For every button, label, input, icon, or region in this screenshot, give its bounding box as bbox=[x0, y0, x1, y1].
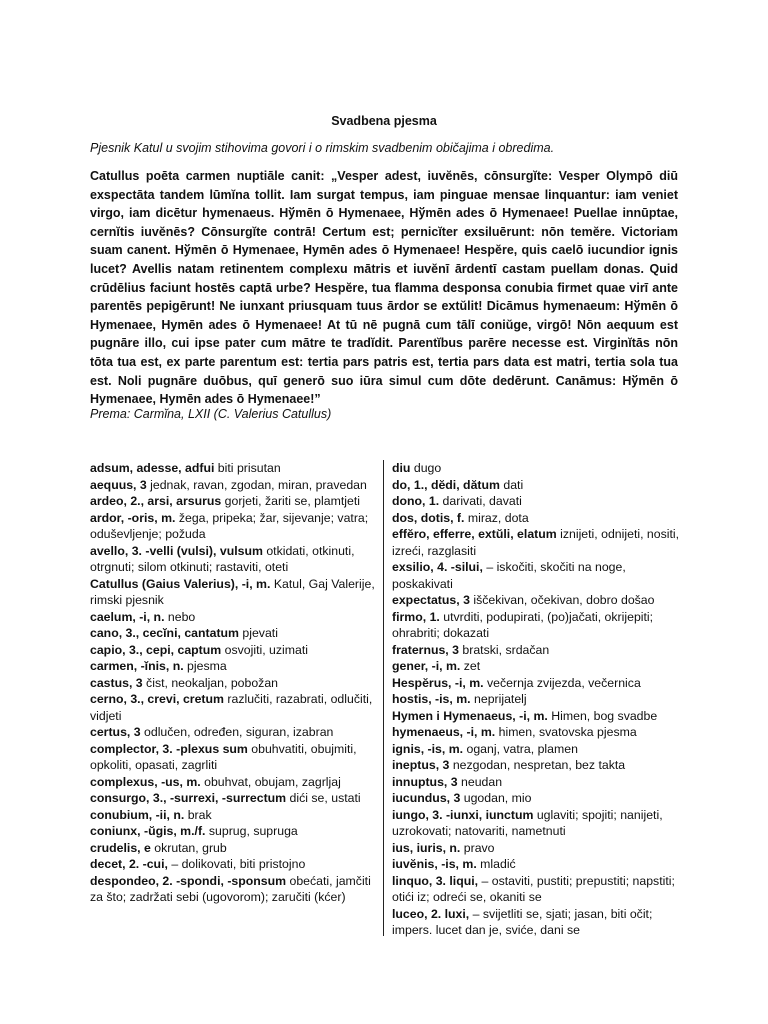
glossary-definition: oganj, vatra, plamen bbox=[463, 741, 578, 756]
glossary-term: do, 1., dĕdi, dătum bbox=[392, 477, 500, 492]
glossary-term: coniunx, -ŭgis, m./f. bbox=[90, 824, 206, 838]
glossary-term: Catullus (Gaius Valerius), -i, m. bbox=[90, 576, 271, 591]
glossary-entry bbox=[392, 493, 680, 510]
glossary-definition: odlučen, određen, siguran, izabran bbox=[140, 725, 334, 739]
glossary-term: ardeo, 2., arsi, arsurus bbox=[90, 494, 222, 508]
glossary-entry bbox=[392, 691, 680, 708]
glossary-definition: zet bbox=[460, 659, 481, 673]
glossary-entry bbox=[392, 658, 680, 675]
glossary-term: Hymen i Hymenaeus, -i, m. bbox=[392, 708, 548, 723]
glossary-definition: okrutan, grub bbox=[150, 840, 227, 855]
glossary-term: capio, 3., cepi, captum bbox=[90, 642, 222, 657]
glossary-definition: – dolikovati, biti pristojno bbox=[167, 857, 306, 871]
glossary-term: expectatus, 3 bbox=[392, 593, 470, 607]
glossary-term: ignis, -is, m. bbox=[392, 741, 464, 756]
glossary-term: certus, 3 bbox=[90, 725, 141, 739]
glossary-entry bbox=[90, 856, 377, 873]
glossary-entry bbox=[90, 460, 377, 477]
glossary-term: decet, 2. -cui, bbox=[90, 857, 168, 871]
glossary-term: castus, 3 bbox=[90, 675, 143, 690]
glossary-definition: pravo bbox=[460, 840, 495, 855]
glossary-entry bbox=[392, 790, 680, 807]
glossary-definition: bratski, srdačan bbox=[458, 642, 550, 657]
glossary-entry bbox=[392, 708, 680, 725]
glossary-entry bbox=[392, 906, 680, 939]
glossary-definition: – ostaviti, pustiti; prepustiti; napstiti; otići iz; odreći se, okaniti se bbox=[392, 873, 675, 904]
glossary-term: ardor, -oris, m. bbox=[90, 510, 176, 525]
glossary-definition: neprijatelj bbox=[470, 692, 527, 706]
glossary-term: aequus, 3 bbox=[90, 477, 147, 492]
glossary-definition: – iskočiti, skočiti na noge, poskakivati bbox=[392, 560, 626, 591]
glossary-entry bbox=[90, 873, 377, 906]
glossary-definition: obuhvatiti, obujmiti, opkoliti, opasati, zagrliti bbox=[90, 741, 357, 772]
source-citation: Prema: Carmĭna, LXII (C. Valerius Catullus) bbox=[90, 407, 332, 421]
glossary-definition: brak bbox=[184, 807, 212, 822]
glossary-term: crudelis, e bbox=[90, 840, 151, 855]
glossary-definition: pjevati bbox=[238, 626, 278, 640]
intro-text: Pjesnik Katul u svojim stihovima govori i o rimskim svadbenim običajima i obredima. bbox=[90, 141, 555, 155]
glossary-term: luceo, 2. luxi, bbox=[392, 906, 470, 921]
glossary-entry bbox=[90, 625, 377, 642]
glossary-entry bbox=[90, 823, 377, 840]
glossary-definition: Katul, Gaj Valerije, rimski pjesnik bbox=[90, 576, 375, 607]
glossary-entry bbox=[90, 790, 377, 807]
glossary-term: avello, 3. -velli (vulsi), vulsum bbox=[90, 543, 263, 558]
glossary-definition: mladić bbox=[476, 857, 516, 871]
glossary-entry bbox=[90, 724, 377, 741]
glossary-entry bbox=[90, 840, 377, 857]
glossary-entry bbox=[392, 856, 680, 873]
glossary-term: iuvĕnis, -is, m. bbox=[392, 857, 477, 871]
glossary-definition: žega, pripeka; žar, sijevanje; vatra; oduševljenje; požuda bbox=[90, 510, 369, 541]
glossary-definition: otkidati, otkinuti, otrgnuti; silom otkinuti; rastaviti, oteti bbox=[90, 543, 355, 574]
glossary-entry bbox=[392, 526, 680, 559]
glossary-definition: ugodan, mio bbox=[460, 791, 532, 805]
page-title: Svadbena pjesma bbox=[331, 114, 437, 128]
glossary-entry bbox=[392, 609, 680, 642]
glossary-term: innuptus, 3 bbox=[392, 774, 458, 789]
glossary-definition: neudan bbox=[457, 774, 503, 789]
glossary-term: firmo, 1. bbox=[392, 609, 440, 624]
glossary-term: ineptus, 3 bbox=[392, 758, 450, 772]
glossary-term: despondeo, 2. -spondi, -sponsum bbox=[90, 873, 287, 888]
glossary-entry bbox=[392, 477, 680, 494]
glossary-entry bbox=[90, 807, 377, 824]
glossary-term: iucundus, 3 bbox=[392, 791, 461, 805]
glossary-entry bbox=[90, 741, 377, 774]
glossary-entry bbox=[90, 576, 377, 609]
glossary-definition: pjesma bbox=[183, 659, 227, 673]
glossary-term: Hespĕrus, -i, m. bbox=[392, 675, 484, 690]
glossary-definition: obećati, jamčiti za što; zadržati sebi (ugovorom); zaručiti (kćer) bbox=[90, 873, 371, 904]
glossary-right-column bbox=[392, 460, 680, 939]
glossary-term: cerno, 3., crevi, cretum bbox=[90, 692, 224, 706]
latin-passage: Catullus poēta carmen nuptiāle canit: „Vesper adest, iuvĕnēs, cōnsurgĭte: Vesper Olympō diū exspectāta tandem lūmĭna tollit. Iam surgat tempus, iam pinguae mensae linquantur: iam veniet virgo, iam dicētur hymenaeus. Hўmēn ō Hymenaee, Hўmēn ades ō Hymenaee! Puellae innūptae, cernĭtis iuvĕnēs? Cōnsurgĭte contrā! Certum est; pernicĭter exsiluērunt: nōn temĕre. Victoriam suam canent. Hўmēn ō Hymenaee, Hymēn ades ō Hymenaee! Hespĕre, quis caelō iucundior ignis lucet? Avellis natam retinentem complexu mātris et iuvĕnī ārdentī castam puellam donas. Quid crūdēlius faciunt hostēs captā urbe? Hespĕre, tua flamma desponsa conubia firmet quae virī ante parentēs pepigērunt! Ne iunxant priusquam tuus ārdor se extŭlit! Dicāmus hymenaeum: Hўmēn ō Hymenaee, Hymēn ades ō Hymenaee! At tū nē pugnā cum tālī coniŭge, virgō! Nōn aequum est pugnāre illo, cui ipse pater cum mātre te tradĭdit. Parentĭbus parēre necesse est. Virginĭtās nōn tōta tua est, ex parte parentum est: tertia pars patris est, tertia pars data est matri, tertia sola tua est. Noli pugnāre duōbus, quī generō suo iūra simul cum dōte dedērunt. Canāmus: Hўmēn ō Hymenaee, Hymēn ades ō Hymenaee!” bbox=[90, 169, 678, 407]
glossary-definition: – svijetliti se, sjati; jasan, biti očit; impers. lucet dan je, sviće, dani se bbox=[392, 906, 653, 937]
glossary-term: conubium, -ii, n. bbox=[90, 807, 185, 822]
glossary-definition: uglaviti; spojiti; nanijeti, uzrokovati; natovariti, nametnuti bbox=[392, 807, 663, 838]
glossary-definition: osvojiti, uzimati bbox=[221, 642, 309, 657]
glossary bbox=[90, 460, 678, 940]
glossary-entry bbox=[392, 741, 680, 758]
glossary-definition: dići se, ustati bbox=[286, 791, 361, 805]
glossary-term: consurgo, 3., -surrexi, -surrectum bbox=[90, 791, 287, 805]
glossary-term: diu bbox=[392, 461, 411, 475]
glossary-term: ius, iuris, n. bbox=[392, 840, 461, 855]
glossary-definition: Himen, bog svadbe bbox=[547, 708, 658, 723]
glossary-entry bbox=[392, 724, 680, 741]
glossary-definition: nezgodan, nespretan, bez takta bbox=[449, 758, 626, 772]
glossary-entry bbox=[90, 774, 377, 791]
glossary-entry bbox=[90, 609, 377, 626]
glossary-definition: miraz, dota bbox=[464, 510, 529, 525]
glossary-entry bbox=[90, 543, 377, 576]
glossary-term: complexus, -us, m. bbox=[90, 774, 201, 789]
glossary-entry bbox=[90, 510, 377, 543]
glossary-entry bbox=[392, 675, 680, 692]
glossary-entry bbox=[90, 658, 377, 675]
glossary-definition: darivati, davati bbox=[439, 494, 522, 508]
glossary-definition: obuhvat, obujam, zagrljaj bbox=[200, 774, 341, 789]
glossary-definition: suprug, supruga bbox=[205, 824, 298, 838]
glossary-entry bbox=[392, 807, 680, 840]
glossary-term: adsum, adesse, adfui bbox=[90, 461, 215, 475]
glossary-entry bbox=[392, 840, 680, 857]
glossary-definition: razlučiti, razabrati, odlučiti, vidjeti bbox=[90, 692, 373, 723]
glossary-definition: utvrditi, podupirati, (po)jačati, okrijepiti; ohrabriti; dokazati bbox=[392, 609, 654, 640]
glossary-term: linquo, 3. liqui, bbox=[392, 873, 479, 888]
glossary-entry bbox=[392, 774, 680, 791]
glossary-definition: iščekivan, očekivan, dobro došao bbox=[469, 593, 655, 607]
glossary-entry bbox=[392, 559, 680, 592]
glossary-definition: večernja zvijezda, večernica bbox=[483, 675, 641, 690]
glossary-definition: dati bbox=[499, 477, 524, 492]
glossary-term: complector, 3. -plexus sum bbox=[90, 741, 248, 756]
glossary-entry bbox=[392, 510, 680, 527]
glossary-definition: iznijeti, odnijeti, nositi, izreći, razglasiti bbox=[392, 527, 680, 558]
glossary-entry bbox=[392, 873, 680, 906]
glossary-entry bbox=[90, 477, 377, 494]
glossary-term: hymenaeus, -i, m. bbox=[392, 725, 496, 739]
glossary-entry bbox=[90, 691, 377, 724]
glossary-entry bbox=[392, 757, 680, 774]
glossary-term: exsilio, 4. -silui, bbox=[392, 560, 483, 574]
glossary-definition: himen, svatovska pjesma bbox=[495, 725, 637, 739]
glossary-term: dono, 1. bbox=[392, 494, 440, 508]
glossary-definition: nebo bbox=[164, 609, 196, 624]
glossary-definition: biti prisutan bbox=[214, 461, 281, 475]
glossary-term: dos, dotis, f. bbox=[392, 510, 465, 525]
glossary-term: hostis, -is, m. bbox=[392, 692, 471, 706]
glossary-term: cano, 3., cecĭni, cantatum bbox=[90, 626, 239, 640]
glossary-left-column bbox=[90, 460, 377, 906]
glossary-term: effĕro, efferre, extŭli, elatum bbox=[392, 527, 557, 541]
column-divider bbox=[383, 460, 384, 936]
glossary-entry bbox=[90, 493, 377, 510]
glossary-definition: gorjeti, žariti se, plamtjeti bbox=[221, 494, 360, 508]
glossary-entry bbox=[392, 642, 680, 659]
glossary-entry bbox=[392, 460, 680, 477]
glossary-term: iungo, 3. -iunxi, iunctum bbox=[392, 807, 534, 822]
glossary-entry bbox=[90, 642, 377, 659]
glossary-term: fraternus, 3 bbox=[392, 642, 459, 657]
glossary-term: caelum, -i, n. bbox=[90, 609, 165, 624]
glossary-entry bbox=[90, 675, 377, 692]
glossary-entry bbox=[392, 592, 680, 609]
glossary-definition: jednak, ravan, zgodan, miran, pravedan bbox=[146, 477, 367, 492]
glossary-term: gener, -i, m. bbox=[392, 659, 461, 673]
glossary-definition: čist, neokaljan, pobožan bbox=[142, 675, 278, 690]
glossary-term: carmen, -ĭnis, n. bbox=[90, 659, 184, 673]
glossary-definition: dugo bbox=[410, 461, 442, 475]
